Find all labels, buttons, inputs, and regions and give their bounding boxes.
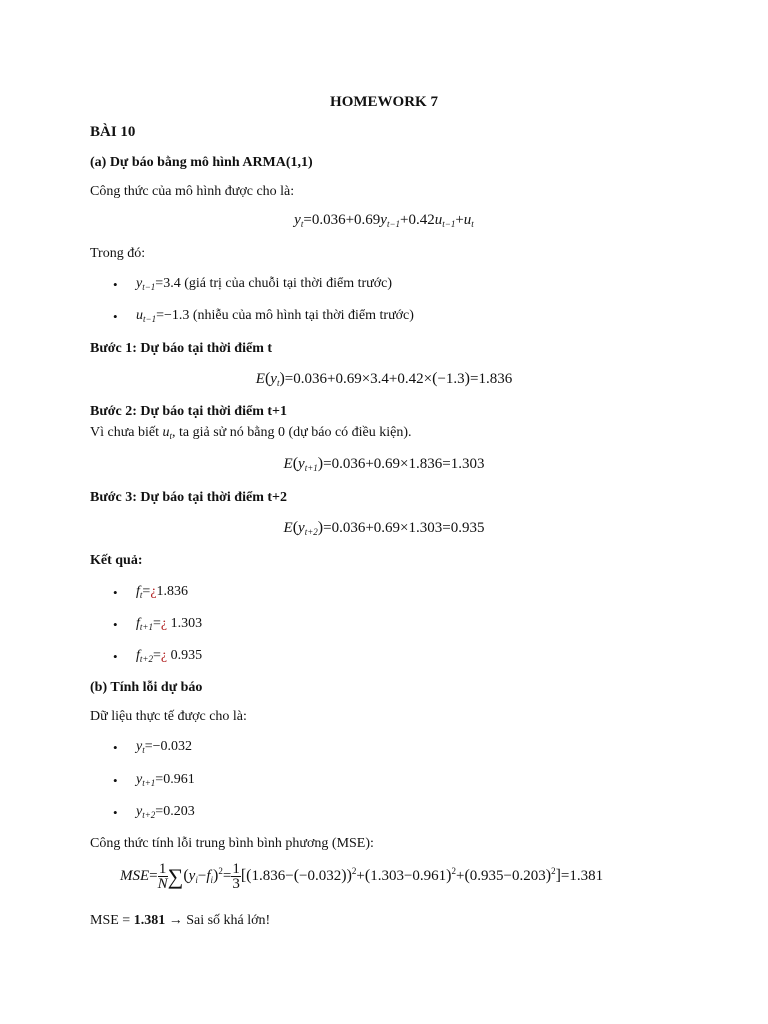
mse-result — [90, 913, 270, 929]
bullet-icon: • — [113, 617, 118, 632]
step2-note: Vì chưa biết $u_t$, ta giả sử nó bằng 0 (dự báo có điều kiện). — [90, 425, 412, 441]
actual-y-t1: $y_{t+1}=0.961$ — [136, 772, 195, 788]
problem-number: BÀI 10 — [90, 124, 136, 140]
step2-note-pre: Vì chưa biết — [90, 425, 163, 440]
model-equation: $y_t=0.036+0.69y_{t-1}+0.42u_{t-1}+u_t$ — [294, 212, 474, 229]
result-f-t2-value: 0.935 — [167, 648, 203, 663]
step1-heading: Bước 1: Dự báo tại thời điểm t — [90, 341, 273, 356]
bullet-icon: • — [113, 805, 118, 820]
result-marker: ¿ — [150, 584, 157, 599]
mse-result-value: 1.381 — [133, 913, 166, 928]
mse-intro: Công thức tính lỗi trung bình bình phương (MSE): — [90, 836, 374, 851]
actual-y-t-value: =−0.032 — [144, 739, 193, 754]
actual-y-t2: $y_{t+2}=0.203$ — [136, 804, 195, 820]
part-a-heading: (a) Dự báo bằng mô hình ARMA(1,1) — [90, 155, 313, 170]
mse-result-prefix: MSE = — [90, 913, 134, 928]
results-heading: Kết quả: — [90, 553, 143, 568]
step2-equation: $E(y_{t+1})=0.036+0.69\times 1.836=1.303$ — [283, 455, 485, 473]
result-f-t: $f_t=¿1.836$ — [136, 584, 189, 600]
given-y-prev-desc: (giá trị của chuỗi tại thời điểm trước) — [180, 276, 393, 291]
result-f-t1: $f_{t+1}=¿$ 1.303 — [136, 616, 203, 632]
bullet-icon: • — [113, 773, 118, 788]
mse-result-suffix: → Sai số khá lớn! — [165, 913, 271, 928]
bullet-icon: • — [113, 309, 118, 324]
step2-note-post: , ta giả sử nó bằng 0 (dự báo có điều kiện). — [172, 425, 412, 440]
actual-y-t1-value: =0.961 — [155, 772, 195, 787]
result-marker: ¿ — [160, 616, 168, 631]
given-y-prev: $y_{t-1}=3.4$ (giá trị của chuỗi tại thời điểm trước) — [136, 276, 393, 292]
given-u-prev: $u_{t-1}=-1.3$ (nhiễu của mô hình tại thời điểm trước) — [136, 308, 414, 324]
step1-equation: $E(y_t)=0.036+0.69\times 3.4+0.42\times(-1.3)=1.836$ — [255, 370, 513, 388]
given-u-prev-value: =−1.3 — [156, 308, 190, 323]
document-title: HOMEWORK 7 — [330, 94, 438, 110]
result-f-t-value: 1.836 — [156, 584, 189, 599]
bullet-icon: • — [113, 649, 118, 664]
where-label: Trong đó: — [90, 246, 146, 261]
step3-equation: $E(y_{t+2})=0.036+0.69\times 1.303=0.935$ — [283, 519, 485, 537]
part-b-heading: (b) Tính lỗi dự báo — [90, 680, 203, 695]
given-y-prev-value: =3.4 — [155, 276, 181, 291]
step2-heading: Bước 2: Dự báo tại thời điểm t+1 — [90, 404, 287, 419]
bullet-icon: • — [113, 277, 118, 292]
mse-equation: MSE= $\frac{1}{N}$ $\sum(y_i-f_i)^2=$ $\frac{1}{3}$ $[(1.836-(-0.032))^2+(1.303-0.961)^2+(0.935-0.203)^2]=1.381$ — [120, 861, 604, 892]
result-marker: ¿ — [160, 648, 168, 663]
actual-y-t: $y_t=-0.032$ — [136, 739, 193, 755]
given-u-prev-desc: (nhiễu của mô hình tại thời điểm trước) — [189, 308, 414, 323]
result-f-t2: $f_{t+2}=¿$ 0.935 — [136, 648, 203, 664]
model-intro: Công thức của mô hình được cho là: — [90, 184, 295, 199]
actual-intro: Dữ liệu thực tế được cho là: — [90, 709, 247, 724]
step3-heading: Bước 3: Dự báo tại thời điểm t+2 — [90, 490, 287, 505]
bullet-icon: • — [113, 585, 118, 600]
result-f-t1-value: 1.303 — [167, 616, 203, 631]
actual-y-t2-value: =0.203 — [155, 804, 195, 819]
bullet-icon: • — [113, 740, 118, 755]
